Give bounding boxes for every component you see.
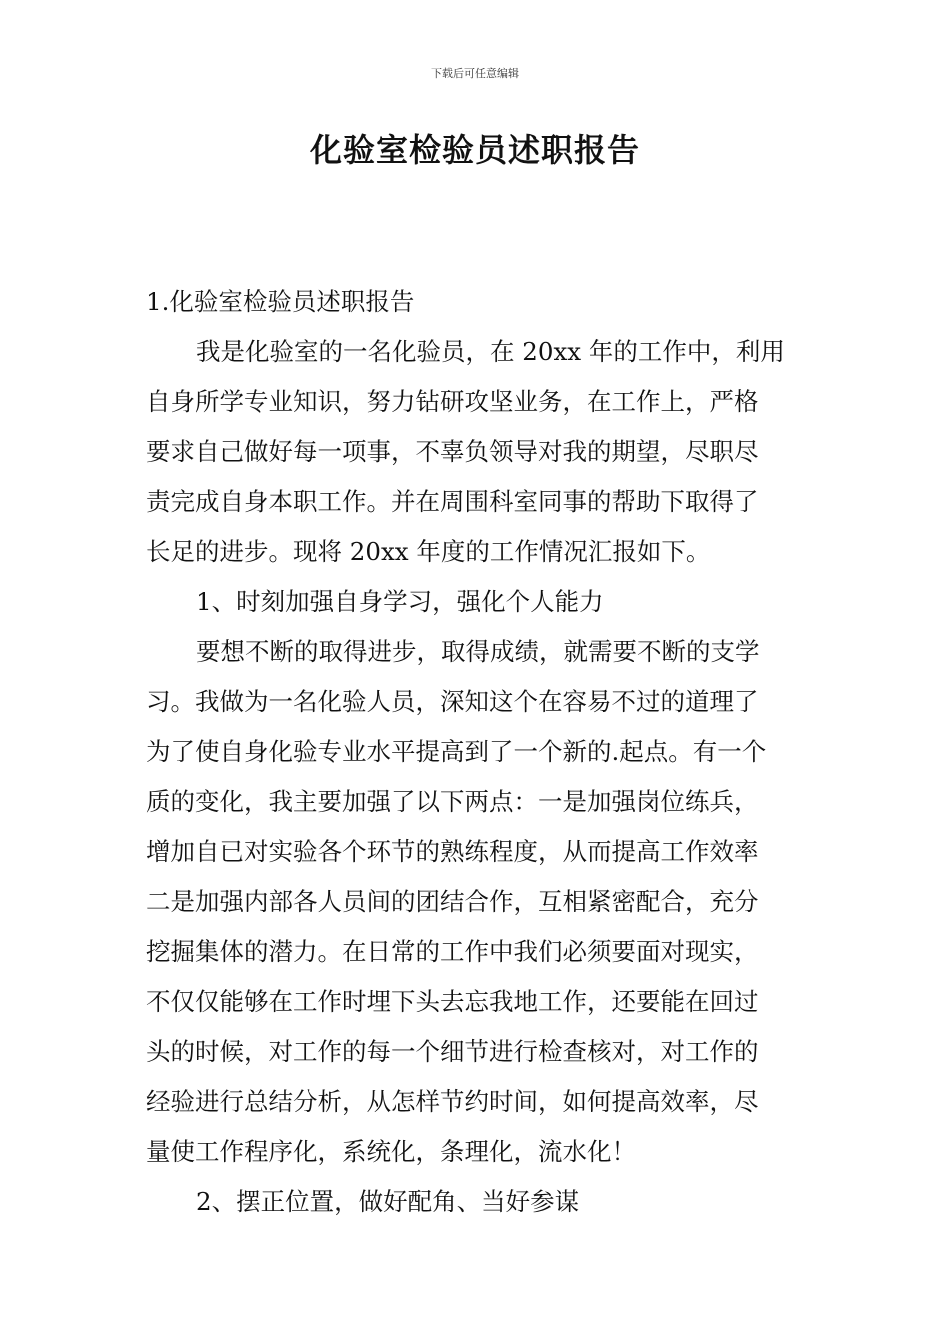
body-line: 要想不断的取得进步，取得成绩，就需要不断的支学 [196,637,760,666]
body-line: 我是化验室的一名化验员，在 20xx 年的工作中，利用 [196,337,785,366]
body-line: 习。我做为一名化验人员，深知这个在容易不过的道理了 [146,687,759,716]
body-line: 量使工作程序化，系统化，条理化，流水化！ [146,1137,636,1166]
body-line: 自身所学专业知识，努力钻研攻坚业务，在工作上，严格 [146,387,759,416]
body-line: 质的变化，我主要加强了以下两点：一是加强岗位练兵， [146,787,759,816]
body-line: 1.化验室检验员述职报告 [146,287,415,316]
body-line: 要求自己做好每一项事，不辜负领导对我的期望，尽职尽 [146,437,759,466]
body-line: 为了使自身化验专业水平提高到了一个新的.起点。有一个 [146,737,767,766]
body-line: 1、时刻加强自身学习，强化个人能力 [196,587,604,616]
body-line: 责完成自身本职工作。并在周围科室同事的帮助下取得了 [146,487,759,516]
document-body [146,277,808,1227]
body-line: 头的时候，对工作的每一个细节进行检查核对，对工作的 [146,1037,759,1066]
body-line: 长足的进步。现将 20xx 年度的工作情况汇报如下。 [146,537,711,566]
body-line: 经验进行总结分析，从怎样节约时间，如何提高效率，尽 [146,1087,759,1116]
body-line: 不仅仅能够在工作时埋下头去忘我地工作，还要能在回过 [146,987,759,1016]
body-line: 增加自已对实验各个环节的熟练程度，从而提高工作效率 [146,837,759,866]
header-note: 下载后可任意编辑 [431,67,519,80]
document-title: 化验室检验员述职报告 [309,131,640,169]
body-line: 2、摆正位置，做好配角、当好参谋 [196,1187,580,1216]
body-line: 挖掘集体的潜力。在日常的工作中我们必须要面对现实， [146,937,759,966]
body-line: 二是加强内部各人员间的团结合作，互相紧密配合，充分 [146,887,759,916]
